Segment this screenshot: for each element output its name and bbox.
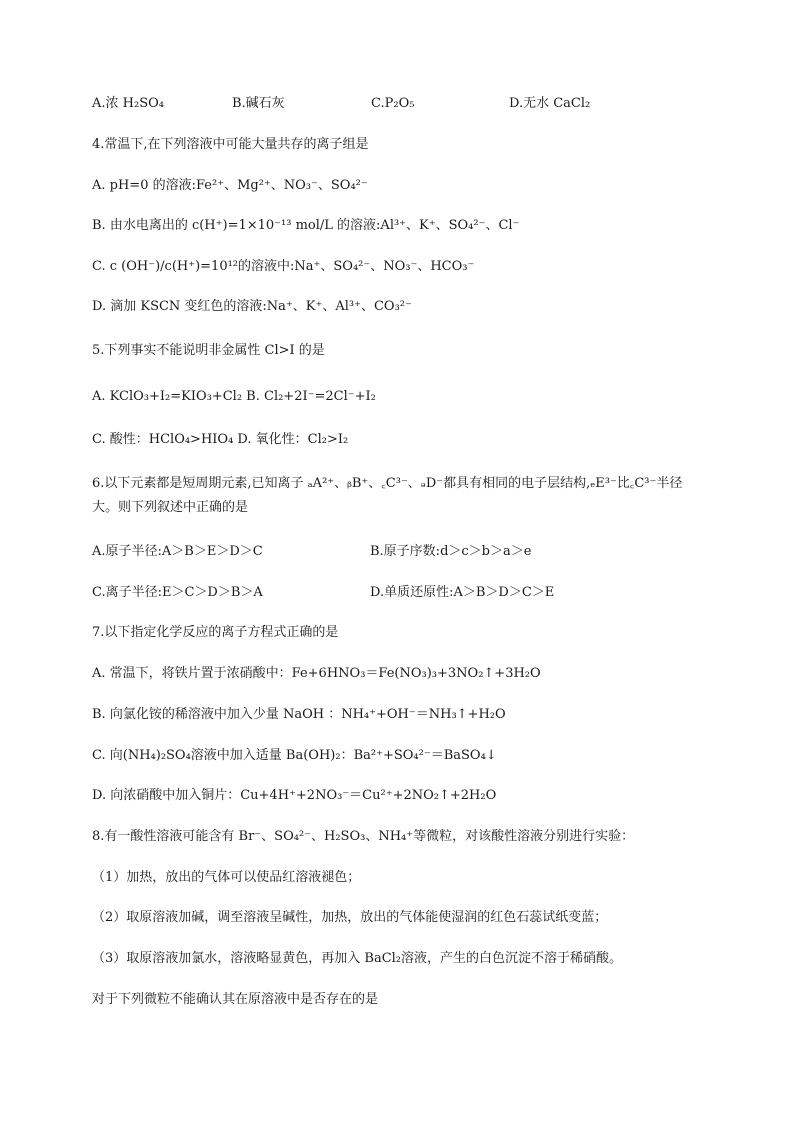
q6-option-d: D.单质还原性:A＞B＞D＞C＞E — [370, 585, 555, 600]
q7-option-a: A. 常温下，将铁片置于浓硝酸中：Fe+6HNO₃＝Fe(NO₃)₃+3NO₂↑+3H₂O — [92, 666, 541, 681]
q4-option-a: A. pH=0 的溶液:Fe²⁺、Mg²⁺、NO₃⁻、SO₄²⁻ — [92, 178, 368, 193]
q6-stem: 6.以下元素都是短周期元素,已知离子 ₐA²⁺、ᵦB⁺、꜀C³⁻、ₔD⁻都具有相同的电子层结构,ₑE³⁻比꜀C³⁻半径大。则下列叙述中正确的是 — [92, 476, 683, 515]
q6-option-b: B.原子序数:d＞c＞b＞a＞e — [370, 544, 532, 559]
q5-options-ab: A. KClO₃+I₂=KIO₃+Cl₂ B. Cl₂+2I⁻=2Cl⁻+I₂ — [92, 389, 376, 404]
q8-question: 对于下列微粒不能确认其在原溶液中是否存在的是 — [92, 992, 379, 1007]
q3-option-d: D.无水 CaCl₂ — [509, 96, 591, 111]
q4-stem: 4.常温下,在下列溶液中可能大量共存的离子组是 — [92, 137, 369, 152]
q3-option-a: A.浓 H₂SO₄ — [92, 96, 164, 111]
q4-option-c: C. c (OH⁻)/c(H⁺)=10¹²的溶液中:Na⁺、SO₄²⁻、NO₃⁻、HCO₃⁻ — [92, 259, 475, 274]
q8-stem: 8.有一酸性溶液可能含有 Br⁻、SO₄²⁻、H₂SO₃、NH₄⁺等微粒，对该酸性溶液分别进行实验： — [92, 829, 635, 844]
q5-stem: 5.下列事实不能说明非金属性 Cl>I 的是 — [92, 343, 325, 358]
q6-options-ab — [92, 544, 692, 560]
q6-option-a: A.原子半径:A＞B＞E＞D＞C — [92, 544, 263, 559]
q4-option-d: D. 滴加 KSCN 变红色的溶液:Na⁺、K⁺、Al³⁺、CO₃²⁻ — [92, 299, 412, 314]
q6-option-c: C.离子半径:E＞C＞D＞B＞A — [92, 585, 263, 600]
q7-option-b: B. 向氯化铵的稀溶液中加入少量 NaOH ：NH₄⁺+OH⁻＝NH₃↑+H₂O — [92, 707, 506, 722]
q3-options — [92, 96, 692, 112]
q4-option-b: B. 由水电离出的 c(H⁺)=1×10⁻¹³ mol/L 的溶液:Al³⁺、K⁺、SO₄²⁻、Cl⁻ — [92, 218, 520, 233]
q7-stem: 7.以下指定化学反应的离子方程式正确的是 — [92, 625, 339, 640]
q8-step-2: （2）取原溶液加碱，调至溶液呈碱性，加热，放出的气体能使湿润的红色石蕊试纸变蓝； — [92, 910, 608, 925]
q7-option-c: C. 向(NH₄)₂SO₄溶液中加入适量 Ba(OH)₂：Ba²⁺+SO₄²⁻＝BaSO₄↓ — [92, 748, 497, 763]
q7-option-d: D. 向浓硝酸中加入铜片：Cu+4H⁺+2NO₃⁻＝Cu²⁺+2NO₂↑+2H₂O — [92, 788, 497, 803]
q8-step-3: （3）取原溶液加氯水，溶液略显黄色，再加入 BaCl₂溶液，产生的白色沉淀不溶于稀硝酸。 — [92, 951, 623, 966]
q6-options-cd — [92, 585, 692, 601]
q3-option-b: B.碱石灰 — [232, 96, 285, 111]
q3-option-c: C.P₂O₅ — [371, 96, 415, 111]
q5-options-cd: C. 酸性：HClO₄>HIO₄ D. 氧化性：Cl₂>I₂ — [92, 432, 349, 447]
q8-step-1: （1）加热，放出的气体可以使品红溶液褪色； — [92, 870, 361, 885]
